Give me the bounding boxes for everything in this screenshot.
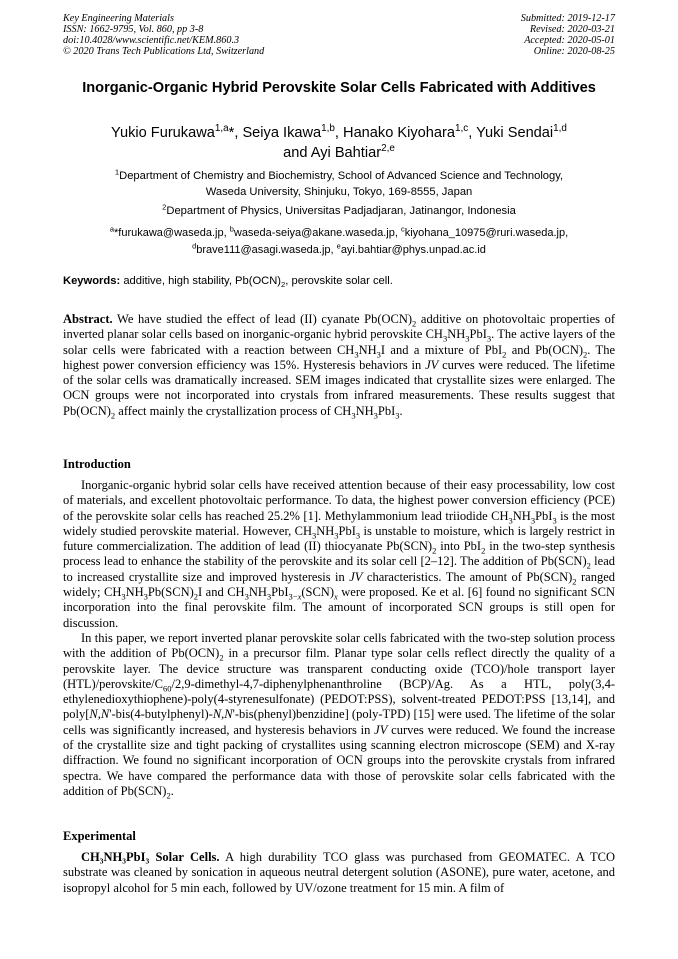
author-name: and Ayi Bahtiar [283, 144, 382, 161]
author-affiliation-marker: 1,d [553, 123, 567, 135]
journal-name: Key Engineering Materials [63, 13, 174, 24]
author-affiliation-marker: 2,e [381, 142, 395, 154]
email-link[interactable]: *furukawa@waseda.jp, [113, 227, 230, 239]
introduction-body [63, 478, 615, 799]
abstract: Abstract. We have studied the effect of lead (II) cyanate $Pb(OCN)_2$ additive on photovoltaic properties of inverted planar solar cells based on inorganic-organic hybrid perovskite $CH_3NH_3PbI_3$. The active layers of the solar cells were fabricated with a reaction between $CH_3NH_3I$ and a mixture of PbI$_2$ and $Pb(OCN)_2$. The highest power conversion efficiency was 15%. Hysteresis behaviors in JV curves were reduced. The lifetime of the solar cells was dramatically increased. SEM images indicated that crystallite sizes were enlarged. The OCN groups were not incorporated into crystals from infrared measurements. These results suggest that $Pb(OCN)_2$ affect mainly the crystallization process of $CH_3NH_3PbI_3$. [63, 312, 616, 421]
accepted-date: Accepted: 2020-05-01 [524, 34, 615, 46]
keywords: Keywords: additive, high stability, $Pb(OCN)_2$, perovskite solar cell. [63, 275, 393, 290]
section-heading-introduction: Introduction [63, 457, 131, 471]
abstract-label: Abstract. [63, 312, 113, 326]
online-date: Online: 2020-08-25 [533, 45, 615, 57]
dates-header [521, 14, 615, 58]
paragraph: In this paper, we report inverted planar perovskite solar cells fabricated with the two-step solution process with the addition of $Pb(OCN)_2$ in a precursor film. Planar type solar cells reflect directly the quality of a perovskite layer. The device structure was transparent conducting oxide (TCO)/hole transport layer $(HTL)/perovskite/C_{60}/2,9-dimethyl-4,7$-diphenylphenanthroline (BCP)/Ag. As a HTL, poly(3,4-ethylenedioxythiophene)-poly(4-styrenesulfonate) (PEDOT:PSS), solvent-treated PEDOT:PSS [13,14], and poly[N,N'-bis(4-butylphenyl)-N,N'-bis(phenyl)benzidine] (poly-TPD) [15] were used. The lifetime of the solar cells was significantly increased, and hysteresis behaviors in JV curves were reduced. We found the increase of the crystallite size and tight packing of crystallites using scanning electron microscope (SEM) and X-ray diffraction. We found no significant incorporation of OCN groups into the perovskite crystals from infrared spectra. We have compared the performance data with those of perovskite solar cells fabricated with the addition of $Pb(SCN)_2$. [63, 630, 615, 801]
affiliation-2: $^2$Department of Physics, Universitas Padjadjaran, Jatinangor, Indonesia [162, 202, 516, 217]
email-link[interactable]: kiyohana_10975@ruri.waseda.jp, [404, 227, 569, 239]
email-link[interactable]: brave111@asagi.waseda.jp, [196, 243, 337, 256]
experimental-body: CH₃NH₃PbI₃ Solar Cells. A high durability TCO glass was purchased from GEOMATEC. A TCO substrate was cleaned by sonication in aqueous neutral detergent solution (ASONE), pure water, acetone, and isopropyl alcohol for 5 min each, followed by UV/ozone treatment for 15 min. A film of [63, 850, 616, 895]
author-name: Seiya Ikawa [242, 125, 322, 141]
author-list: Yukio Furukawa$^{1,a}$*, Seiya Ikawa$^{1,b}$, Hanako Kiyohara$^{1,c}$, Yuki Sendai$^{1,d}$ and Ayi Bahtiar$^{2,e}$ [111, 123, 567, 161]
author-emails: $^a$*furukawa@waseda.jp, $^b$waseda-seiya@akane.waseda.jp, $^c$kiyohana_10975@ruri.waseda.jp, $^d$brave111@asagi.waseda.jp, $^e$ayi.bahtiar@phys.unpad.ac.id [109, 224, 569, 256]
email-link[interactable]: waseda-seiya@akane.waseda.jp, [233, 227, 401, 239]
author-affiliation-marker: 1,b [321, 123, 335, 135]
revised-date: Revised: 2020-03-21 [529, 23, 615, 35]
paragraph: Inorganic-organic hybrid solar cells have received attention because of their easy processability, low cost of materials, and excellent photovoltaic performance. To data, the highest power conversion efficiency (PCE) of the perovskite solar cells has reached 25.2% [1]. Methylammonium lead triiodide $CH_3NH_3PbI_3$ is the most widely studied perovskite material. However, $CH_3NH_3PbI_3$ is unstable to moisture, which is largely restrict in future commercialization. The addition of lead (II) thiocyanate $Pb(SCN)_2$ into PbI$_2$ in the two-step synthesis process lead to enhance the stability of the perovskite and its solar cell [2–12]. The addition of $Pb(SCN)_2$ lead to increased crystallite size and improved hysteresis in JV characteristics. The amount of $Pb(SCN)_2$ ranged widely; $CH_3NH_3Pb(SCN)_2I$ and $CH_3NH_3PbI_{3-x}(SCN)_x$ were proposed. Ke et al. [6] found no significant SCN incorporation into the final perovskite film. The amount of incorporated SCN groups is still open for discussion. [63, 478, 616, 630]
author-affiliation-marker: 1,c [455, 123, 469, 135]
author-affiliation-marker: 1,a [214, 123, 229, 135]
author-name: Yuki Sendai [476, 125, 554, 141]
journal-doi[interactable]: doi:10.4028/www.scientific.net/KEM.860.3 [63, 34, 240, 46]
section-heading-experimental: Experimental [63, 829, 136, 843]
submitted-date: Submitted: 2019-12-17 [520, 13, 615, 24]
journal-header [63, 14, 264, 58]
email-link[interactable]: ayi.bahtiar@phys.unpad.ac.id [340, 243, 486, 256]
journal-copyright: © 2020 Trans Tech Publications Ltd, Switzerland [63, 45, 265, 57]
paper-title: Inorganic-Organic Hybrid Perovskite Solar Cells Fabricated with Additives [82, 80, 596, 96]
keywords-label: Keywords: [63, 275, 121, 287]
journal-issn: ISSN: 1662-9795, Vol. 860, pp 3-8 [63, 23, 204, 35]
experimental-subheading: CH₃NH₃PbI₃ Solar Cells. [81, 850, 220, 864]
author-name: Yukio Furukawa [111, 125, 215, 141]
affiliation-1: $^1$Department of Chemistry and Biochemistry, School of Advanced Science and Technology, Waseda University, Shinjuku, Tokyo, 169-8555, Japan [114, 167, 564, 198]
author-name: Hanako Kiyohara [343, 125, 455, 141]
